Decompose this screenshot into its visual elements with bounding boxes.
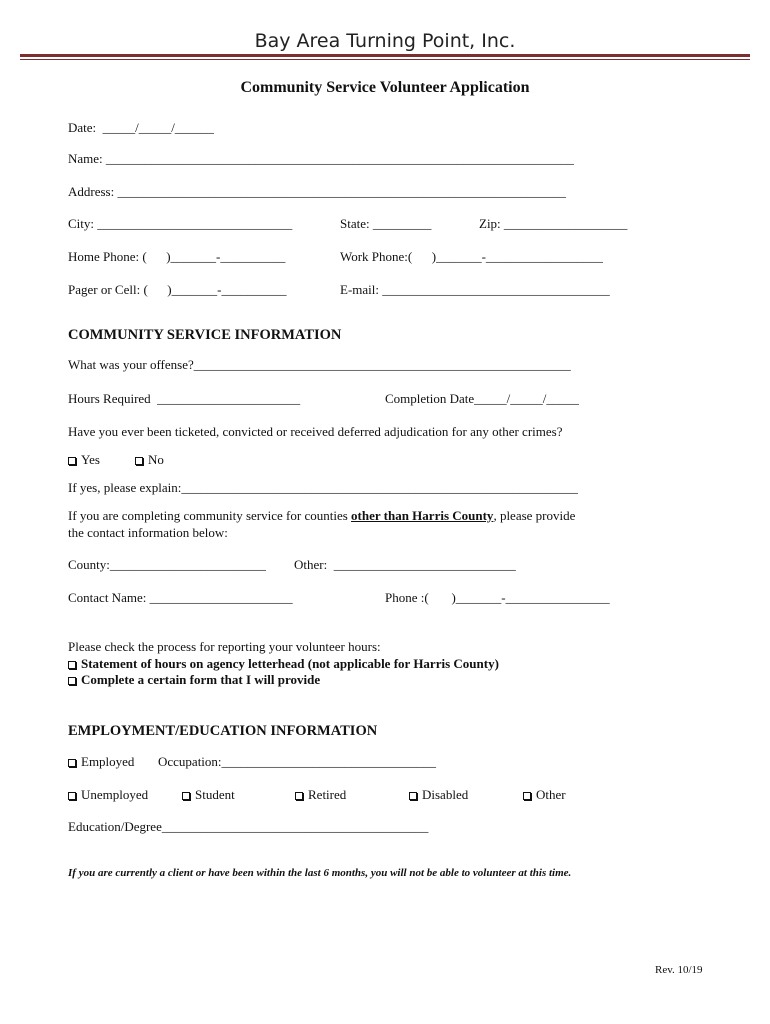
completion-date-field[interactable]: Completion Date_____/_____/_____ [385, 391, 579, 406]
home-phone-field[interactable]: Home Phone: ( )_______-__________ [68, 249, 286, 264]
counties-instruction-line2: the contact information below: [68, 525, 228, 540]
student-checkbox[interactable] [182, 792, 190, 800]
employed-label: Employed [81, 754, 135, 769]
address-field[interactable]: Address: _____________________________________________________________________ [68, 184, 566, 199]
yes-option[interactable] [68, 452, 100, 468]
letterhead-label: Statement of hours on agency letterhead (not applicable for Harris County) [81, 656, 499, 671]
form-title: Community Service Volunteer Application [240, 79, 530, 96]
yes-label: Yes [81, 452, 100, 467]
hours-required-field[interactable]: Hours Required ______________________ [68, 391, 301, 406]
work-phone-field[interactable]: Work Phone:( )_______-__________________ [340, 249, 603, 264]
student-option[interactable] [182, 787, 235, 803]
zip-field[interactable]: Zip: ___________________ [479, 216, 628, 231]
contact-name-field[interactable]: Contact Name: ______________________ [68, 590, 293, 605]
other-label: Other [536, 787, 566, 802]
counties-instruction [68, 508, 575, 524]
letterhead-checkbox[interactable] [68, 661, 76, 669]
form-checkbox[interactable] [68, 677, 76, 685]
organization-name: Bay Area Turning Point, Inc. [254, 30, 516, 52]
employed-option[interactable] [68, 754, 134, 770]
date-field[interactable]: Date: _____/_____/______ [68, 120, 214, 135]
counties-prefix: If you are completing community service for counties [68, 508, 352, 523]
prior-crimes-question: Have you ever been ticketed, convicted or received deferred adjudication for any other crimes? [68, 424, 563, 439]
community-service-heading: COMMUNITY SERVICE INFORMATION [68, 327, 342, 343]
name-field[interactable]: Name: ________________________________________________________________________ [68, 151, 574, 166]
header-rule-thick [20, 54, 750, 57]
no-label: No [148, 452, 164, 467]
city-field[interactable]: City: ______________________________ [68, 216, 293, 231]
email-field[interactable]: E-mail: ___________________________________ [340, 282, 610, 297]
reporting-option-form[interactable] [68, 672, 320, 688]
unemployed-option[interactable] [68, 787, 148, 803]
employed-checkbox[interactable] [68, 759, 76, 767]
county-field[interactable]: County:________________________ [68, 557, 266, 572]
student-label: Student [195, 787, 235, 802]
retired-checkbox[interactable] [295, 792, 303, 800]
disabled-label: Disabled [422, 787, 469, 802]
offense-field[interactable]: What was your offense?__________________________________________________________ [68, 357, 571, 372]
yes-checkbox[interactable] [68, 457, 76, 465]
counties-emphasis: other than Harris County [351, 508, 494, 523]
unemployed-label: Unemployed [81, 787, 149, 802]
retired-label: Retired [308, 787, 347, 802]
header-rule-thin [20, 59, 750, 60]
reporting-prompt: Please check the process for reporting your volunteer hours: [68, 639, 381, 654]
eligibility-note: If you are currently a client or have been within the last 6 months, you will not be able to volunteer at this time. [68, 867, 572, 879]
form-label: Complete a certain form that I will provide [81, 672, 321, 687]
reporting-option-letterhead[interactable] [68, 656, 499, 672]
state-field[interactable]: State: _________ [340, 216, 432, 231]
other-checkbox[interactable] [523, 792, 531, 800]
disabled-option[interactable] [409, 787, 468, 803]
pager-cell-field[interactable]: Pager or Cell: ( )_______-__________ [68, 282, 287, 297]
no-checkbox[interactable] [135, 457, 143, 465]
employment-heading: EMPLOYMENT/EDUCATION INFORMATION [68, 723, 378, 739]
occupation-field[interactable]: Occupation:_________________________________ [158, 754, 437, 769]
education-field[interactable]: Education/Degree_________________________________________ [68, 819, 429, 834]
revision-label: Rev. 10/19 [655, 964, 703, 976]
contact-phone-field[interactable]: Phone :( )_______-________________ [385, 590, 610, 605]
other-option[interactable] [523, 787, 566, 803]
unemployed-checkbox[interactable] [68, 792, 76, 800]
explain-field[interactable]: If yes, please explain:_____________________________________________________________ [68, 480, 578, 495]
counties-suffix: , please provide [493, 508, 576, 523]
disabled-checkbox[interactable] [409, 792, 417, 800]
no-option[interactable] [135, 452, 164, 468]
other-county-field[interactable]: Other: ____________________________ [294, 557, 516, 572]
retired-option[interactable] [295, 787, 346, 803]
